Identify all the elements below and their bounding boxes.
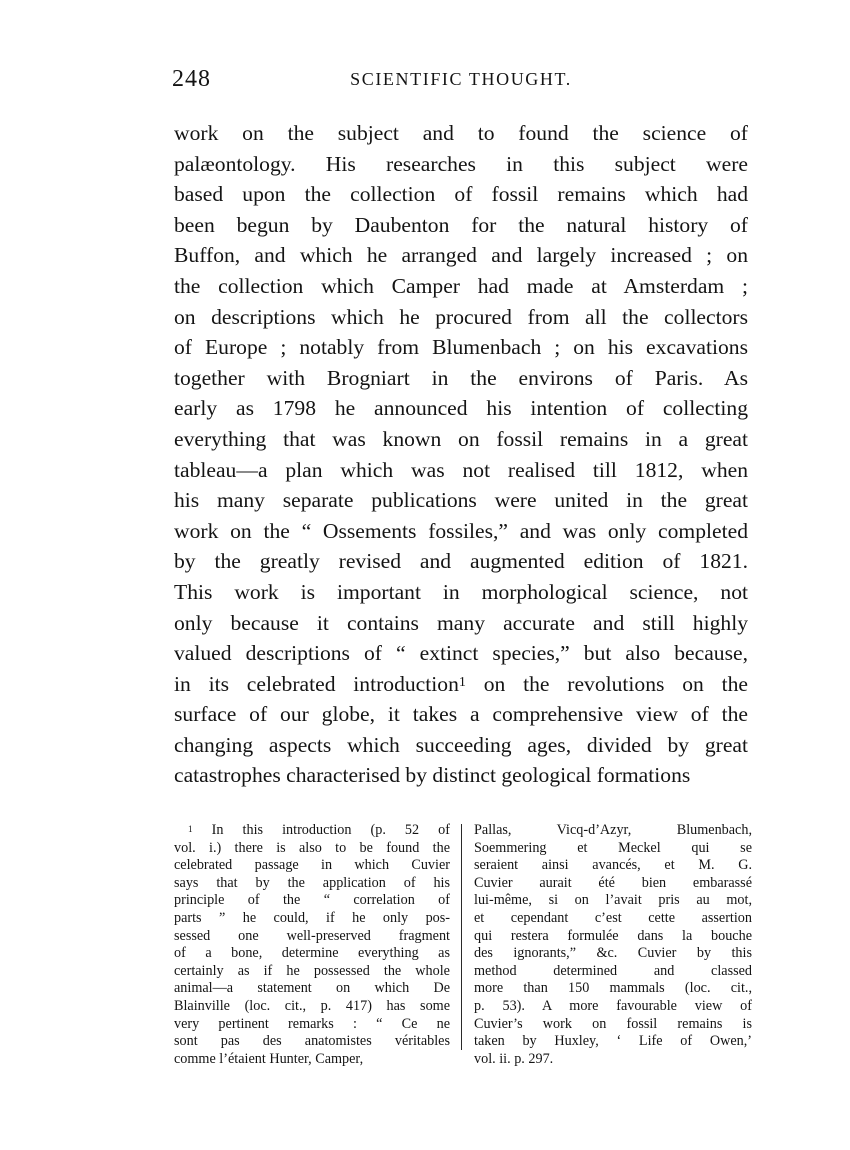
body-line-part: in its celebrated introduction <box>174 671 459 696</box>
footnote-line: method determined and classed <box>474 962 752 979</box>
body-line: tableau—a plan which was not realised till 1812, when <box>174 457 748 482</box>
body-line: together with Brogniart in the environs of Paris. As <box>174 365 748 390</box>
footnote-line: vol. i.) there is also to be found the <box>174 839 450 856</box>
body-line: only because it contains many accurate and still highly <box>174 610 748 635</box>
footnote-line: vol. ii. p. 297. <box>474 1050 554 1067</box>
footnote-line: sessed one well-preserved fragment <box>174 927 450 944</box>
body-line: based upon the collection of fossil remains which had <box>174 182 748 207</box>
body-line: work on the “ Ossements fossiles,” and was only completed <box>174 518 748 543</box>
body-line: palæontology. His researches in this subject were <box>174 151 748 176</box>
body-line: on descriptions which he procured from all the collectors <box>174 304 748 329</box>
footnotes <box>174 822 752 1072</box>
footnote-line: qui restera formulée dans la bouche <box>474 927 752 944</box>
body-line-part: on the revolutions on the <box>465 671 749 696</box>
body-line: work on the subject and to found the science of <box>174 121 748 145</box>
page-number: 248 <box>172 66 211 92</box>
body-line: everything that was known on fossil remains in a great <box>174 426 748 451</box>
footnote-line: animal—a statement on which De <box>174 980 450 997</box>
body-line: the collection which Camper had made at Amsterdam ; <box>174 273 748 298</box>
body-line: surface of our globe, it takes a comprehensive view of the <box>174 702 748 727</box>
body-line: Buffon, and which he arranged and largely increased ; on <box>174 243 748 268</box>
footnote-line: certainly as if he possessed the whole <box>174 962 450 979</box>
footnote-line: taken by Huxley, ‘ Life of Owen,’ <box>474 1033 752 1050</box>
body-line: This work is important in morphological science, not <box>174 579 748 604</box>
body-line: of Europe ; notably from Blumenbach ; on his excavations <box>174 335 748 360</box>
body-line: valued descriptions of “ extinct species,” but also because, <box>174 641 748 666</box>
footnote-line: parts ” he could, if he only pos- <box>174 909 450 926</box>
footnote-line: celebrated passage in which Cuvier <box>174 857 450 874</box>
footnote-reference: 1 <box>458 674 466 691</box>
footnote-line: very pertinent remarks : “ Ce ne <box>174 1015 450 1032</box>
footnote-line: Cuvier’s work on fossil remains is <box>474 1015 752 1032</box>
footnote-line <box>174 822 450 840</box>
footnote-line: of a bone, determine everything as <box>174 945 450 962</box>
column-divider <box>461 824 462 1050</box>
footnote-line: des ignorants,” &c. Cuvier by this <box>474 945 752 962</box>
footnote-line: comme l’étaient Hunter, Camper, <box>174 1050 364 1067</box>
footnote-marker: 1 <box>188 824 193 835</box>
footnote-line-text: In this introduction (p. 52 of <box>211 822 450 838</box>
body-line: been begun by Daubenton for the natural history of <box>174 212 748 237</box>
running-head: SCIENTIFIC THOUGHT. <box>350 69 572 89</box>
footnote-line: p. 53). A more favourable view of <box>474 997 752 1014</box>
footnote-line: lui-même, si on l’avait pris au mot, <box>474 892 752 909</box>
footnote-line: Soemmering et Meckel qui se <box>474 839 752 856</box>
page-header <box>172 66 750 96</box>
body-line: by the greatly revised and augmented edition of 1821. <box>174 549 748 574</box>
footnote-line: Pallas, Vicq-d’Azyr, Blumenbach, <box>474 822 752 838</box>
footnote-line: Blainville (loc. cit., p. 417) has some <box>174 997 450 1014</box>
body-line: catastrophes characterised by distinct geological formations <box>174 763 691 788</box>
footnote-line: sont pas des anatomistes véritables <box>174 1033 450 1050</box>
footnote-line: says that by the application of his <box>174 874 450 891</box>
body-line-with-footnote-ref <box>174 669 748 700</box>
footnote-line: et cependant c’est cette assertion <box>474 909 752 926</box>
body-line: early as 1798 he announced his intention of collecting <box>174 396 748 421</box>
footnote-line: seraient ainsi avancés, et M. G. <box>474 857 752 874</box>
body-text <box>174 118 748 791</box>
footnote-line: principle of the “ correlation of <box>174 892 450 909</box>
footnote-column-right <box>474 822 752 1068</box>
footnote-column-left <box>174 822 450 1068</box>
footnote-line: Cuvier aurait été bien embarassé <box>474 874 752 891</box>
body-line: his many separate publications were united in the great <box>174 488 748 513</box>
footnote-line: more than 150 mammals (loc. cit., <box>474 980 752 997</box>
body-line: changing aspects which succeeding ages, divided by great <box>174 732 748 757</box>
